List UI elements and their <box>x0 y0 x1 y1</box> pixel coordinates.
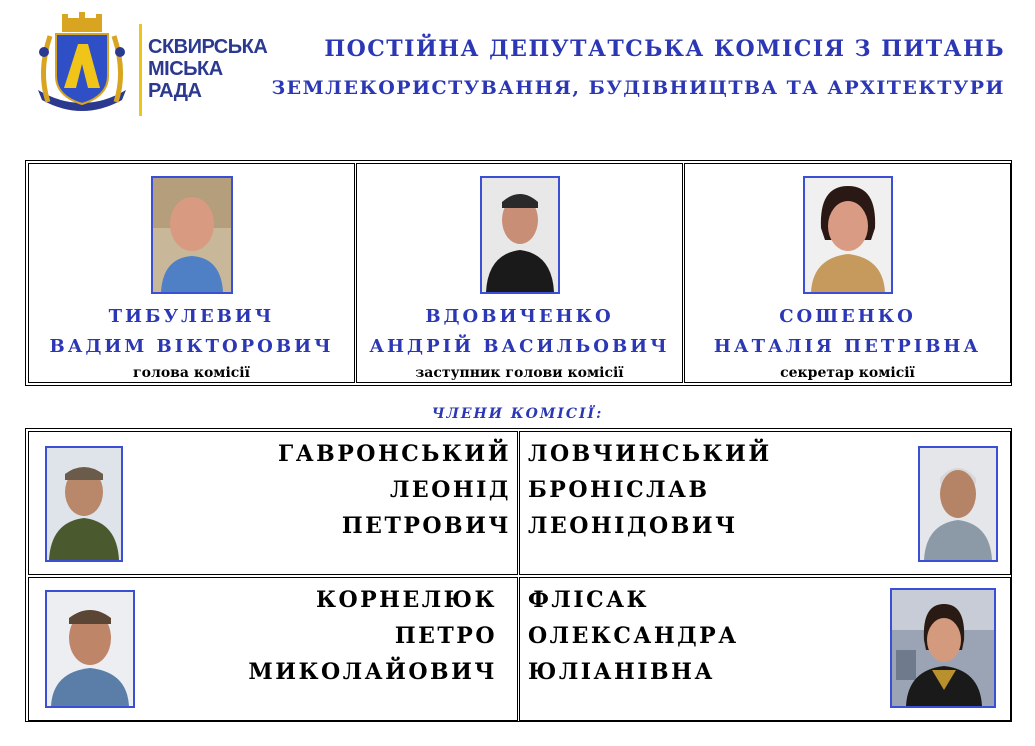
leader-photo-secretary <box>803 176 893 294</box>
leader-photo-head <box>151 176 233 294</box>
leaders-table <box>25 160 1012 386</box>
leader-given-name: ВАДИМ ВІКТОРОВИЧ <box>49 336 334 357</box>
member-photo <box>890 588 996 708</box>
member-given-name: ОЛЕКСАНДРА <box>528 623 739 649</box>
leader-cell-secretary <box>684 163 1011 383</box>
city-emblem-icon <box>32 12 132 116</box>
member-cell <box>519 577 1011 721</box>
leader-photo-deputy <box>480 176 560 294</box>
member-name <box>248 582 497 690</box>
member-surname: ЛОВЧИНСЬКИЙ <box>528 441 772 467</box>
member-patronymic: ЛЕОНІДОВИЧ <box>528 513 738 539</box>
leader-role: голова комісії <box>133 365 250 381</box>
member-cell <box>519 431 1011 575</box>
member-name <box>528 436 772 544</box>
member-cell <box>28 431 518 575</box>
leader-surname: СОШЕНКО <box>779 306 916 327</box>
members-label: ЧЛЕНИ КОМІСІЇ: <box>431 406 604 422</box>
logo-line: МІСЬКА <box>148 58 223 80</box>
leader-given-name: НАТАЛІЯ ПЕТРІВНА <box>713 336 982 357</box>
leader-surname: ВДОВИЧЕНКО <box>425 306 614 327</box>
member-cell <box>28 577 518 721</box>
member-given-name: ЛЕОНІД <box>389 477 511 503</box>
leader-cell-deputy <box>356 163 683 383</box>
leader-role: секретар комісії <box>780 365 915 381</box>
member-surname: ГАВРОНСЬКИЙ <box>278 441 511 467</box>
member-name <box>528 582 739 690</box>
member-given-name: БРОНІСЛАВ <box>528 477 710 503</box>
leader-surname: ТИБУЛЕВИЧ <box>108 306 275 327</box>
page-title: ПОСТІЙНА ДЕПУТАТСЬКА КОМІСІЯ З ПИТАНЬ <box>324 36 1005 62</box>
leader-cell-head <box>28 163 355 383</box>
logo-text <box>148 36 267 102</box>
logo-line: РАДА <box>148 80 202 102</box>
page-subtitle: ЗЕМЛЕКОРИСТУВАННЯ, БУДІВНИЦТВА ТА АРХІТЕКТУРИ <box>271 77 1005 99</box>
member-patronymic: ЮЛІАНІВНА <box>528 659 715 685</box>
member-patronymic: ПЕТРОВИЧ <box>341 513 511 539</box>
leader-role: заступник голови комісії <box>415 365 624 381</box>
member-name <box>278 436 511 544</box>
member-patronymic: МИКОЛАЙОВИЧ <box>248 659 497 685</box>
leader-given-name: АНДРІЙ ВАСИЛЬОВИЧ <box>369 336 670 357</box>
member-photo <box>918 446 998 562</box>
member-surname: КОРНЕЛЮК <box>315 587 497 613</box>
logo-line: СКВИРСЬКА <box>148 36 268 58</box>
member-surname: ФЛІСАК <box>528 587 650 613</box>
member-photo <box>45 446 123 562</box>
member-given-name: ПЕТРО <box>394 623 497 649</box>
member-photo <box>45 590 135 708</box>
logo-divider <box>139 24 142 116</box>
members-table <box>25 428 1012 722</box>
